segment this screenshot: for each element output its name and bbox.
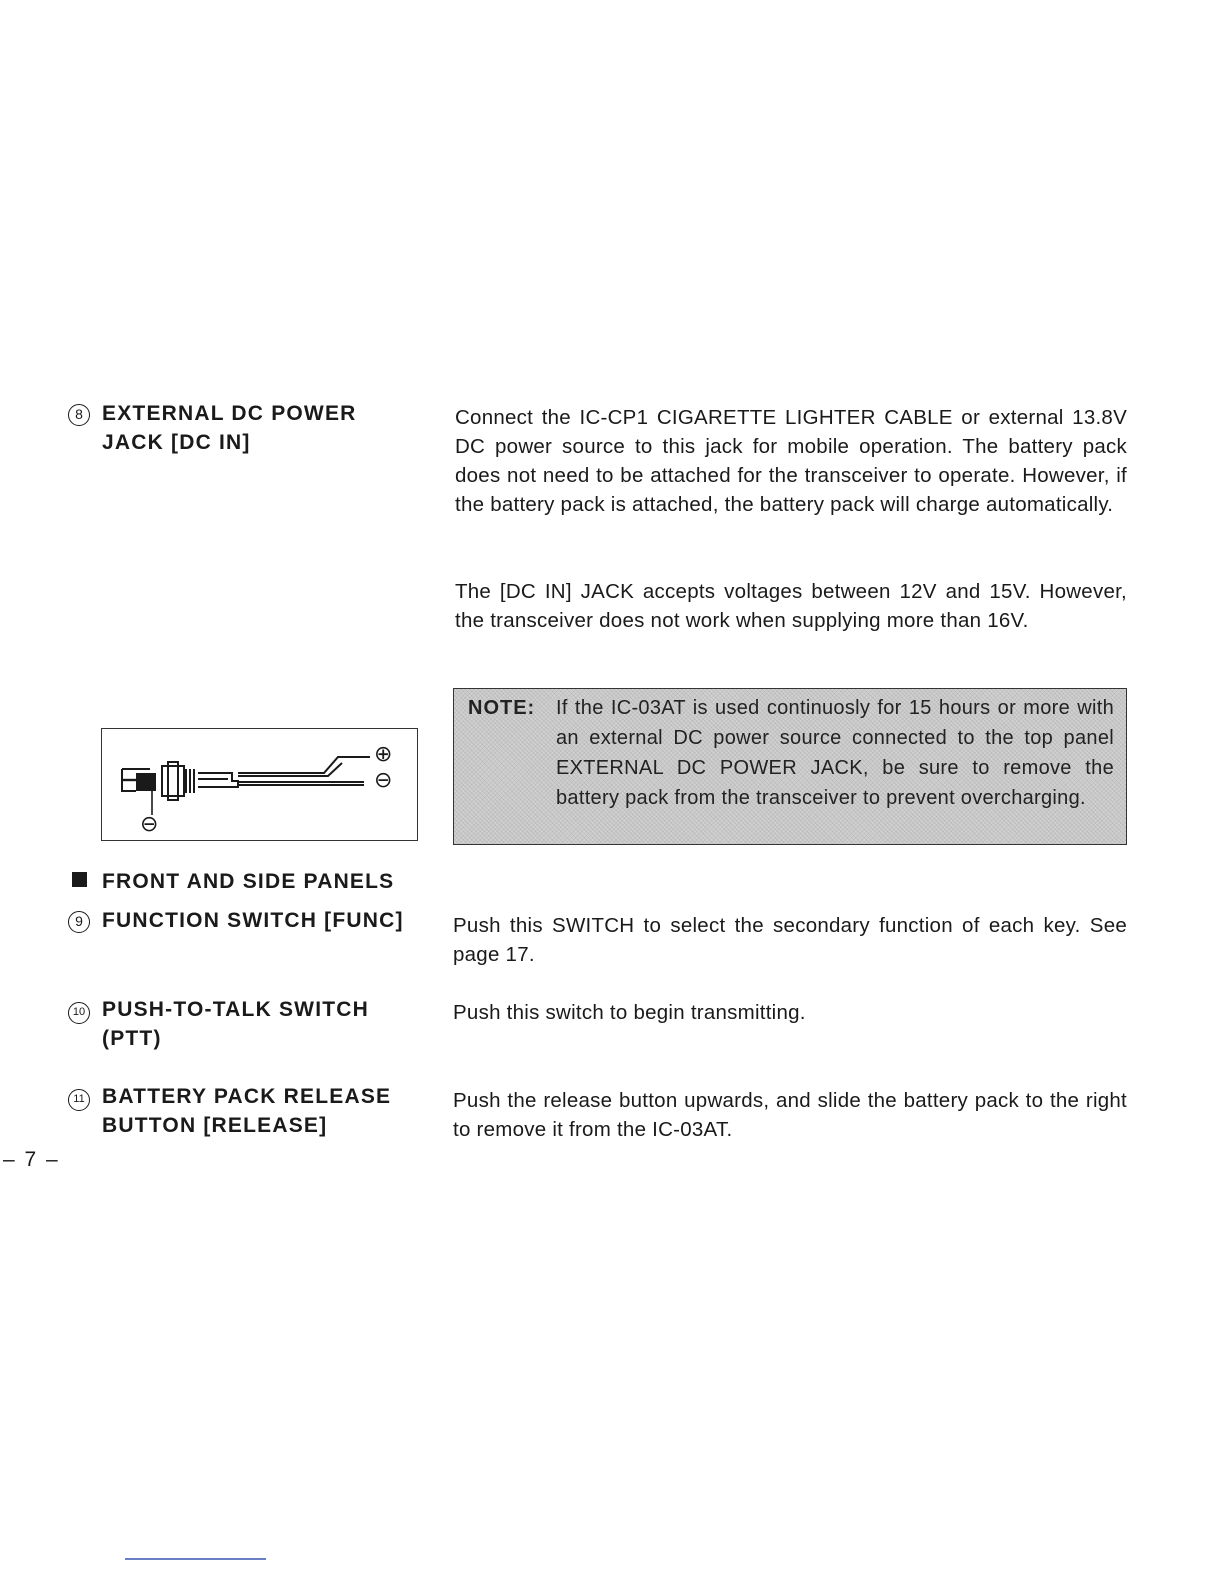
item-number-9: 9 <box>68 911 90 933</box>
func-switch-heading <box>68 906 404 935</box>
item-number-8: 8 <box>68 404 90 426</box>
release-text: Push the release button upwards, and slide the battery pack to the right to remove it from the IC-03AT. <box>453 1089 1127 1141</box>
dc-plug-diagram <box>101 728 418 841</box>
dc-jack-title-line1: EXTERNAL DC POWER <box>102 402 357 425</box>
ptt-text: Push this switch to begin transmitting. <box>453 1001 806 1024</box>
plus-terminal-icon: ⊕ <box>374 741 393 766</box>
item-number-10: 10 <box>68 1002 90 1024</box>
ptt-heading <box>68 995 369 1053</box>
page-number: – 7 – <box>3 1148 60 1171</box>
dc-jack-heading <box>68 399 357 457</box>
note-label: NOTE: <box>468 697 536 719</box>
func-switch-text: Push this SWITCH to select the secondary function of each key. See page 17. <box>453 914 1127 966</box>
bottom-rule <box>125 1558 266 1560</box>
release-heading <box>68 1082 391 1140</box>
dc-jack-paragraph-1: Connect the IC-CP1 CIGARETTE LIGHTER CABLE or external 13.8V DC power source to this jack for mobile operation. The battery pack does not need to be attached for the transceiver to operate. However, if the battery pack is attached, the battery pack will charge automatically. <box>455 406 1127 516</box>
item-number-11: 11 <box>68 1089 90 1111</box>
dc-jack-title-line2: JACK [DC IN] <box>102 431 251 454</box>
ground-terminal-icon: ⊖ <box>140 811 159 836</box>
ptt-title-line2: (PTT) <box>102 1027 162 1050</box>
minus-terminal-icon: ⊖ <box>374 767 393 792</box>
note-text: If the IC-03AT is used continuosly for 15 hours or more with an external DC power source connected to the top panel EXTERNAL DC POWER JACK, be sure to remove the battery pack from the transceiver to prevent overcharging. <box>556 697 1114 809</box>
release-title-line2: BUTTON [RELEASE] <box>102 1114 328 1137</box>
ptt-title-line1: PUSH-TO-TALK SWITCH <box>102 998 369 1021</box>
square-bullet-icon <box>72 872 87 887</box>
dc-jack-paragraph-2: The [DC IN] JACK accepts voltages between 12V and 15V. However, the transceiver does not work when supplying more than 16V. <box>455 580 1127 632</box>
front-side-panels-heading <box>72 867 394 896</box>
note-box <box>453 688 1127 845</box>
release-title-line1: BATTERY PACK RELEASE <box>102 1085 392 1108</box>
front-side-panels-title: FRONT AND SIDE PANELS <box>102 870 395 893</box>
func-switch-title: FUNCTION SWITCH [FUNC] <box>102 909 404 932</box>
